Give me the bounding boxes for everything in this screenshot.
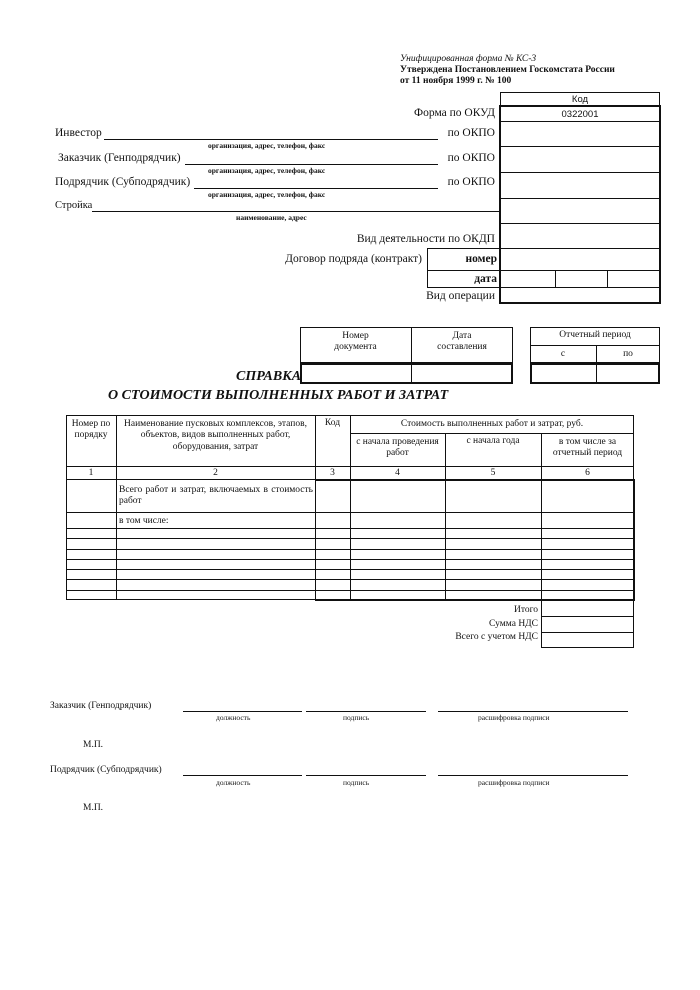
code-header-cell	[500, 92, 660, 106]
contractor-hint: организация, адрес, телефон, факс	[208, 190, 326, 199]
customer-label: Заказчик (Генподрядчик)	[58, 152, 181, 164]
site-hint: наименование, адрес	[236, 213, 307, 222]
contractor-position-hint: должность	[216, 778, 251, 787]
code-column	[499, 105, 661, 304]
contract-label: Договор подряда (контракт)	[285, 253, 422, 265]
site-label: Стройка	[55, 200, 93, 211]
th-cost: Стоимость выполненных работ и затрат, руб.	[400, 419, 584, 429]
total-label: Итого	[513, 605, 538, 615]
approved-line2: от 11 ноября 1999 г. № 100	[400, 76, 512, 86]
th-from-start: с начала проведения работ	[356, 437, 439, 459]
nds-label: Сумма НДС	[489, 619, 538, 629]
approved-line1: Утверждена Постановлением Госкомстата России	[400, 65, 615, 75]
contract-number-label: номер	[465, 253, 497, 265]
period-to: по	[623, 349, 633, 359]
sign-contractor-label: Подрядчик (Субподрядчик)	[50, 765, 162, 775]
site-field[interactable]	[92, 211, 499, 212]
investor-label: Инвестор	[55, 127, 102, 139]
okud-label: Форма по ОКУД	[414, 107, 495, 119]
code-header: Код	[571, 94, 589, 105]
okpo-label-investor: по ОКПО	[447, 127, 495, 139]
customer-hint: организация, адрес, телефон, факс	[208, 166, 326, 175]
title-line1: СПРАВКА	[236, 369, 302, 384]
period-header: Отчетный период	[559, 330, 631, 340]
okpo-label-customer: по ОКПО	[447, 152, 495, 164]
contractor-label: Подрядчик (Субподрядчик)	[55, 176, 191, 188]
doc-date-header: Дата составления	[437, 331, 487, 353]
th-code: Код	[324, 418, 341, 428]
operation-label: Вид операции	[426, 290, 495, 302]
row-including-label: в том числе:	[119, 516, 169, 526]
contractor-signature-field[interactable]	[306, 775, 426, 776]
doc-number-header: Номер документа	[334, 331, 377, 353]
investor-field[interactable]	[104, 139, 438, 140]
th-name: Наименование пусковых комплексов, этапов, объектов, видов выполненных работ, оборудования, затрат	[124, 419, 307, 452]
title-line2: О СТОИМОСТИ ВЫПОЛНЕННЫХ РАБОТ И ЗАТРАТ	[108, 388, 449, 403]
th-from-year: с начала года	[466, 436, 520, 446]
contractor-stamp: М.П.	[83, 803, 104, 813]
customer-signature-hint: подпись	[343, 713, 370, 722]
customer-stamp: М.П.	[83, 740, 104, 750]
contract-date-label: дата	[474, 273, 497, 285]
contractor-position-field[interactable]	[183, 775, 302, 776]
contractor-decoding-hint: расшифровка подписи	[478, 778, 550, 787]
col-num-5: 5	[490, 468, 496, 478]
th-period: в том числе за отчетный период	[552, 437, 623, 459]
investor-hint: организация, адрес, телефон, факс	[208, 141, 326, 150]
sign-customer-label: Заказчик (Генподрядчик)	[50, 701, 152, 711]
customer-position-field[interactable]	[183, 711, 302, 712]
contractor-signature-hint: подпись	[343, 778, 370, 787]
col-num-2: 2	[213, 468, 218, 478]
with-nds-label: Всего с учетом НДС	[455, 632, 538, 642]
totals-box[interactable]	[541, 600, 634, 648]
col-num-4: 4	[395, 468, 400, 478]
col-num-3: 3	[330, 468, 335, 478]
form-name: Унифицированная форма № КС-3	[400, 54, 537, 64]
okdp-label: Вид деятельности по ОКДП	[356, 233, 495, 245]
period-values-row[interactable]	[530, 363, 660, 384]
customer-field[interactable]	[185, 164, 438, 165]
customer-position-hint: должность	[216, 713, 251, 722]
customer-decoding-hint: расшифровка подписи	[478, 713, 550, 722]
th-num: Номер по порядку	[71, 419, 111, 441]
okpo-label-contractor: по ОКПО	[447, 176, 495, 188]
customer-decoding-field[interactable]	[438, 711, 628, 712]
period-from: с	[560, 349, 566, 359]
col-num-1: 1	[88, 468, 94, 478]
contractor-decoding-field[interactable]	[438, 775, 628, 776]
customer-signature-field[interactable]	[306, 711, 426, 712]
table-body-frame	[315, 479, 635, 601]
okud-value: 0322001	[561, 109, 599, 120]
col-num-6: 6	[585, 468, 590, 478]
contractor-field[interactable]	[194, 188, 438, 189]
row-total-label: Всего работ и затрат, включаемых в стоимость работ	[119, 485, 313, 507]
doc-values-row[interactable]	[300, 363, 513, 384]
